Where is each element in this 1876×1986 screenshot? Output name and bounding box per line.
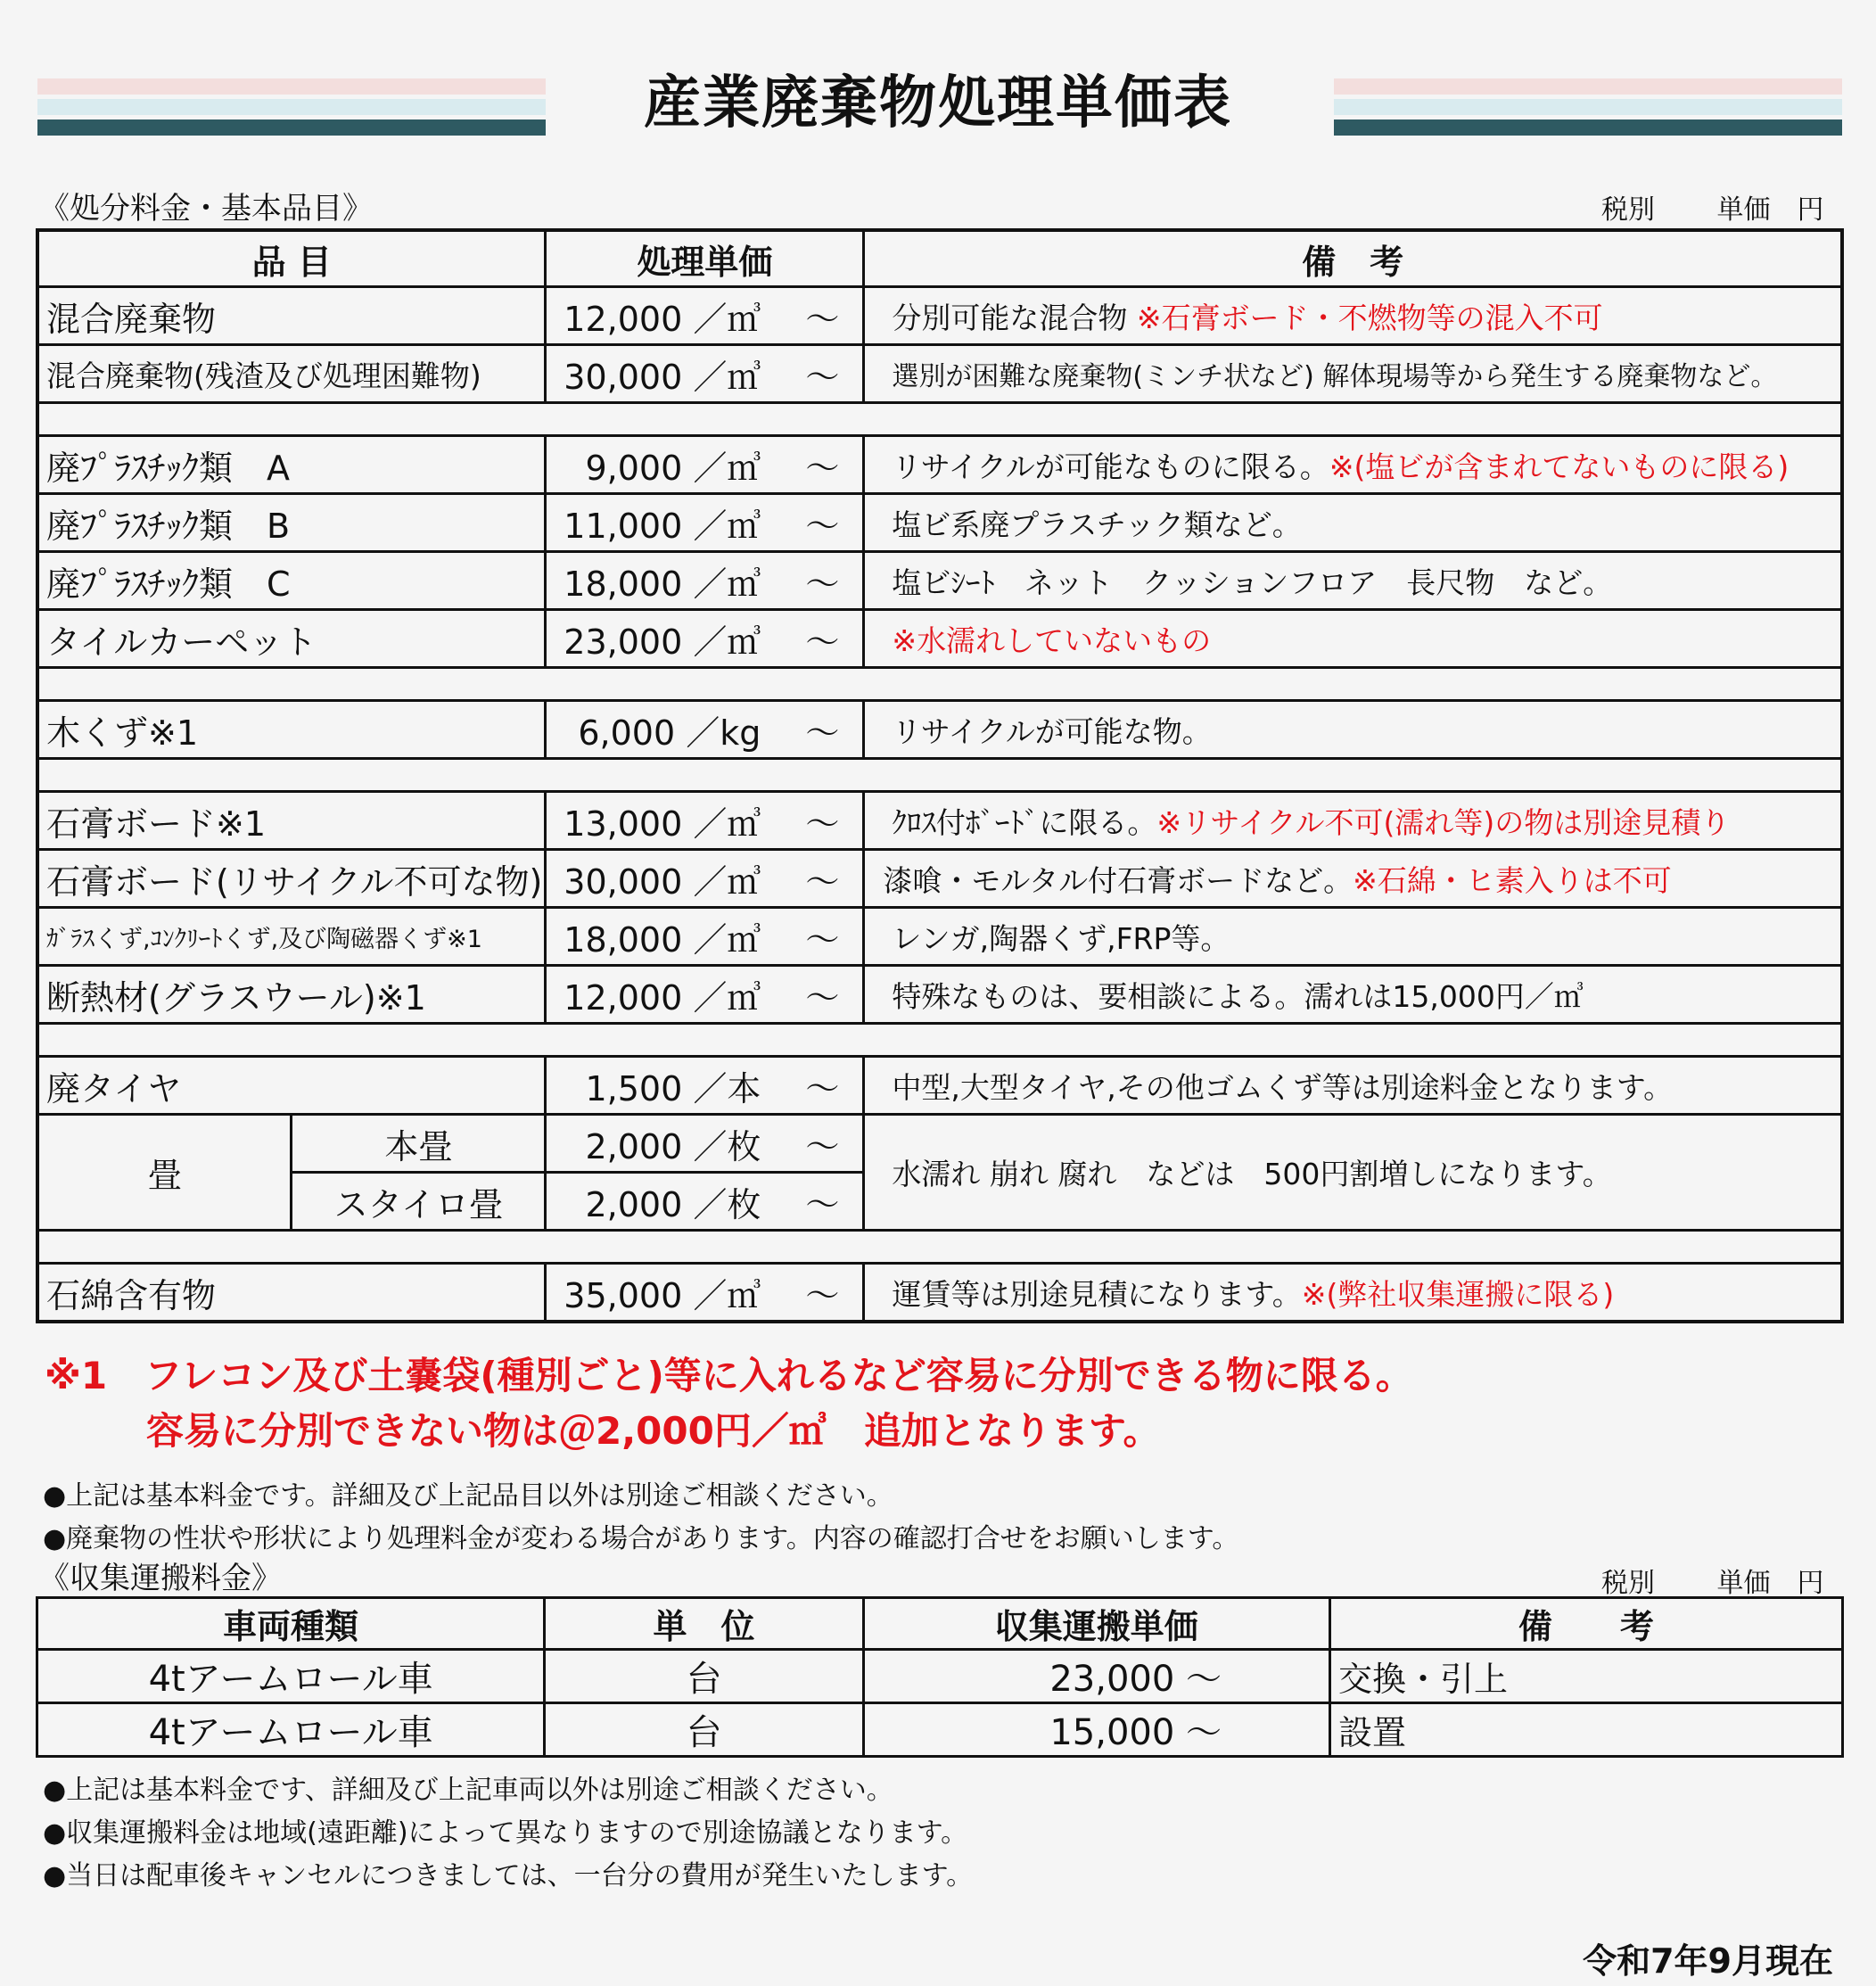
item-note: レンガ,陶器くず,FRP等。 [864,908,1842,966]
header-price: 収集運搬単価 [863,1598,1329,1650]
item-name: 混合廃棄物(残渣及び処理困難物) [37,345,546,403]
page-title: 産業廃棄物処理単価表 [644,70,1232,136]
item-price: 35,000 ／㎥ 〜 [546,1264,864,1323]
table-row [37,792,1842,850]
unit: 台 [545,1703,863,1757]
item-note: 選別が困難な廃棄物(ミンチ状など) 解体現場等から発生する廃棄物など。 [864,345,1842,403]
footnote-line-1: ※1 フレコン及び土嚢袋(種別ごと)等に入れるなど容易に分別できる物に限る。 [45,1354,1413,1397]
item-price: 2,000 ／枚 〜 [546,1173,864,1231]
footnote-line-2: 容易に分別できない物は＠2,000円／㎥ 追加となります。 [146,1409,1161,1453]
note-bullet: ●廃棄物の性状や形状により処理料金が変わる場合があります。内容の確認打合せをお願いします。 [43,1523,1239,1554]
item-name: 廃ﾌﾟﾗｽﾁｯｸ類 C [37,552,546,610]
table-row [37,345,1842,403]
unit-note-disposal: 税別 単価 円 [1601,194,1824,226]
item-note: ※水濡れしていないもの [864,610,1842,668]
item-note: リサイクルが可能な物。 [864,701,1842,759]
table-row [37,552,1842,610]
vehicle-type: 4tアームロール車 [37,1703,545,1757]
table-row [37,966,1842,1024]
item-price: 11,000 ／㎥ 〜 [546,494,864,552]
item-note: 特殊なものは、要相談による。濡れは15,000円／㎥ [864,966,1842,1024]
note-bullet: ●当日は配車後キャンセルにつきましては、一台分の費用が発生いたします。 [43,1860,974,1891]
item-note: 運賃等は別途見積になります。※(弊社収集運搬に限る) [864,1264,1842,1323]
header-unit: 単 位 [545,1598,863,1650]
item-name: 混合廃棄物 [37,287,546,345]
item-price: 9,000 ／㎥ 〜 [546,436,864,494]
item-price: 1,500 ／本 〜 [546,1057,864,1115]
issue-date: 令和7年9月現在 [1583,1941,1833,1981]
table-row [37,850,1842,908]
item-price: 6,000 ／kg 〜 [546,701,864,759]
item-name: 断熱材(グラスウール)※1 [37,966,546,1024]
item-note: 塩ビｼｰﾄ ネット クッションフロア 長尺物 など。 [864,552,1842,610]
item-price: 18,000 ／㎥ 〜 [546,908,864,966]
vehicle-type: 4tアームロール車 [37,1650,545,1703]
item-note: ｸﾛｽ付ﾎﾞｰﾄﾞに限る。※リサイクル不可(濡れ等)の物は別途見積り [864,792,1842,850]
item-name: ｶﾞﾗｽくず,ｺﾝｸﾘｰﾄくず,及び陶磁器くず※1 [37,908,546,966]
item-name: 木くず※1 [37,701,546,759]
table-row [37,610,1842,668]
item-price: 30,000 ／㎥ 〜 [546,345,864,403]
item-name: 石綿含有物 [37,1264,546,1323]
item-price: 30,000 ／㎥ 〜 [546,850,864,908]
item-price: 2,000 ／枚 〜 [546,1115,864,1173]
table-row [37,1264,1842,1323]
table-row [37,908,1842,966]
item-price: 12,000 ／㎥ 〜 [546,966,864,1024]
header-vehicle: 車両種類 [37,1598,545,1650]
header-item: 品 目 [37,230,546,287]
table-row-tatami-1 [37,1115,1842,1173]
collection-note: 交換・引上 [1330,1650,1843,1703]
table-header-row [37,1598,1843,1650]
item-name: 廃ﾌﾟﾗｽﾁｯｸ類 B [37,494,546,552]
item-note: 漆喰・モルタル付石膏ボードなど。※石綿・ヒ素入りは不可 [864,850,1842,908]
collection-note: 設置 [1330,1703,1843,1757]
item-note: 塩ビ系廃プラスチック類など。 [864,494,1842,552]
spacer-row [37,1024,1842,1057]
table-header-row [37,230,1842,287]
sub-item-hondatami: 本畳 [292,1115,546,1173]
note-bullet: ●収集運搬料金は地域(遠距離)によって異なりますので別途協議となります。 [43,1817,968,1849]
item-name: 石膏ボード(リサイクル不可な物) [37,850,546,908]
header-note: 備 考 [864,230,1842,287]
table-row [37,1650,1843,1703]
table-row [37,436,1842,494]
group-name-tatami: 畳 [37,1115,292,1231]
spacer-row [37,668,1842,701]
collection-price: 15,000 〜 [863,1703,1329,1757]
section-heading-collection: 《収集運搬料金》 [39,1561,282,1596]
table-row [37,701,1842,759]
header-price: 処理単価 [546,230,864,287]
item-price: 23,000 ／㎥ 〜 [546,610,864,668]
item-name: 廃タイヤ [37,1057,546,1115]
spacer-row [37,1231,1842,1264]
item-note: 分別可能な混合物 ※石膏ボード・不燃物等の混入不可 [864,287,1842,345]
spacer-row [37,759,1842,792]
item-name: 廃ﾌﾟﾗｽﾁｯｸ類 A [37,436,546,494]
collection-price: 23,000 〜 [863,1650,1329,1703]
note-bullet: ●上記は基本料金です。詳細及び上記品目以外は別途ご相談ください。 [43,1480,893,1512]
item-name: タイルカーペット [37,610,546,668]
table-row [37,1703,1843,1757]
item-note: 中型,大型タイヤ,その他ゴムくず等は別途料金となります。 [864,1057,1842,1115]
table-row [37,1057,1842,1115]
item-price: 12,000 ／㎥ 〜 [546,287,864,345]
item-name: 石膏ボード※1 [37,792,546,850]
table-row [37,287,1842,345]
unit: 台 [545,1650,863,1703]
item-price: 18,000 ／㎥ 〜 [546,552,864,610]
section-heading-disposal: 《処分料金・基本品目》 [39,191,373,227]
unit-note-collection: 税別 単価 円 [1601,1568,1824,1599]
collection-price-table [36,1596,1844,1758]
header-note: 備 考 [1330,1598,1843,1650]
item-note: 水濡れ 崩れ 腐れ などは 500円割増しになります。 [864,1115,1842,1231]
sub-item-styro-tatami: スタイロ畳 [292,1173,546,1231]
item-note: リサイクルが可能なものに限る。※(塩ビが含まれてないものに限る) [864,436,1842,494]
item-price: 13,000 ／㎥ 〜 [546,792,864,850]
spacer-row [37,403,1842,436]
table-row [37,494,1842,552]
note-bullet: ●上記は基本料金です、詳細及び上記車両以外は別途ご相談ください。 [43,1775,893,1806]
disposal-price-table [36,228,1844,1323]
